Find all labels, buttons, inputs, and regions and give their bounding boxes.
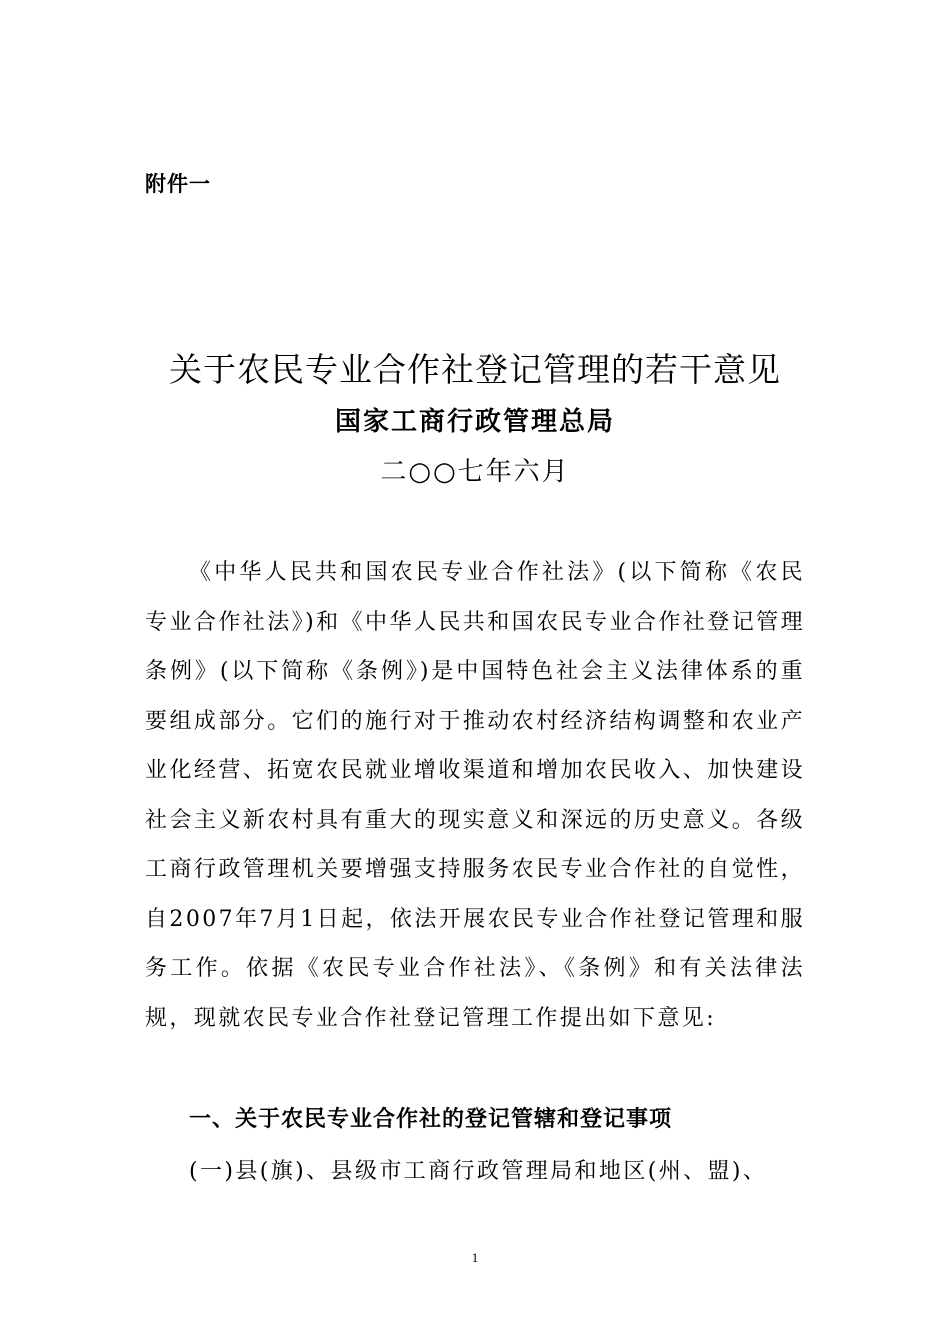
issuing-organization: 国家工商行政管理总局 — [334, 407, 615, 437]
section-item: (一)县(旗)、县级市工商行政管理局和地区(州、盟)、 — [189, 1159, 768, 1184]
document-title: 关于农民专业合作社登记管理的若干意见 — [169, 350, 781, 389]
issue-date: 二○○七年六月 — [380, 457, 570, 487]
attachment-label: 附件一 — [145, 172, 211, 196]
intro-paragraph: 《中华人民共和国农民专业合作社法》(以下简称《农民专业合作社法》)和《中华人民共和国农民专业合作社登记管理条例》(以下简称《条例》)是中国特色社会主义法律体系的重要组成部分。它们的施行对于推动农村经济结构调整和农业产业化经营、拓宽农民就业增收渠道和增加农民收入、加快建设社会主义新农村具有重大的现实意义和深远的历史意义。各级工商行政管理机关要增强支持服务农民专业合作社的自觉性，自2007年7月1日起，依法开展农民专业合作社登记管理和服务工作。依据《农民专业合作社法》、《条例》和有关法律法规，现就农民专业合作社登记管理工作提出如下意见: — [145, 560, 805, 1031]
page-number: 1 — [471, 1250, 479, 1265]
section-heading: 一、关于农民专业合作社的登记管辖和登记事项 — [189, 1107, 673, 1132]
